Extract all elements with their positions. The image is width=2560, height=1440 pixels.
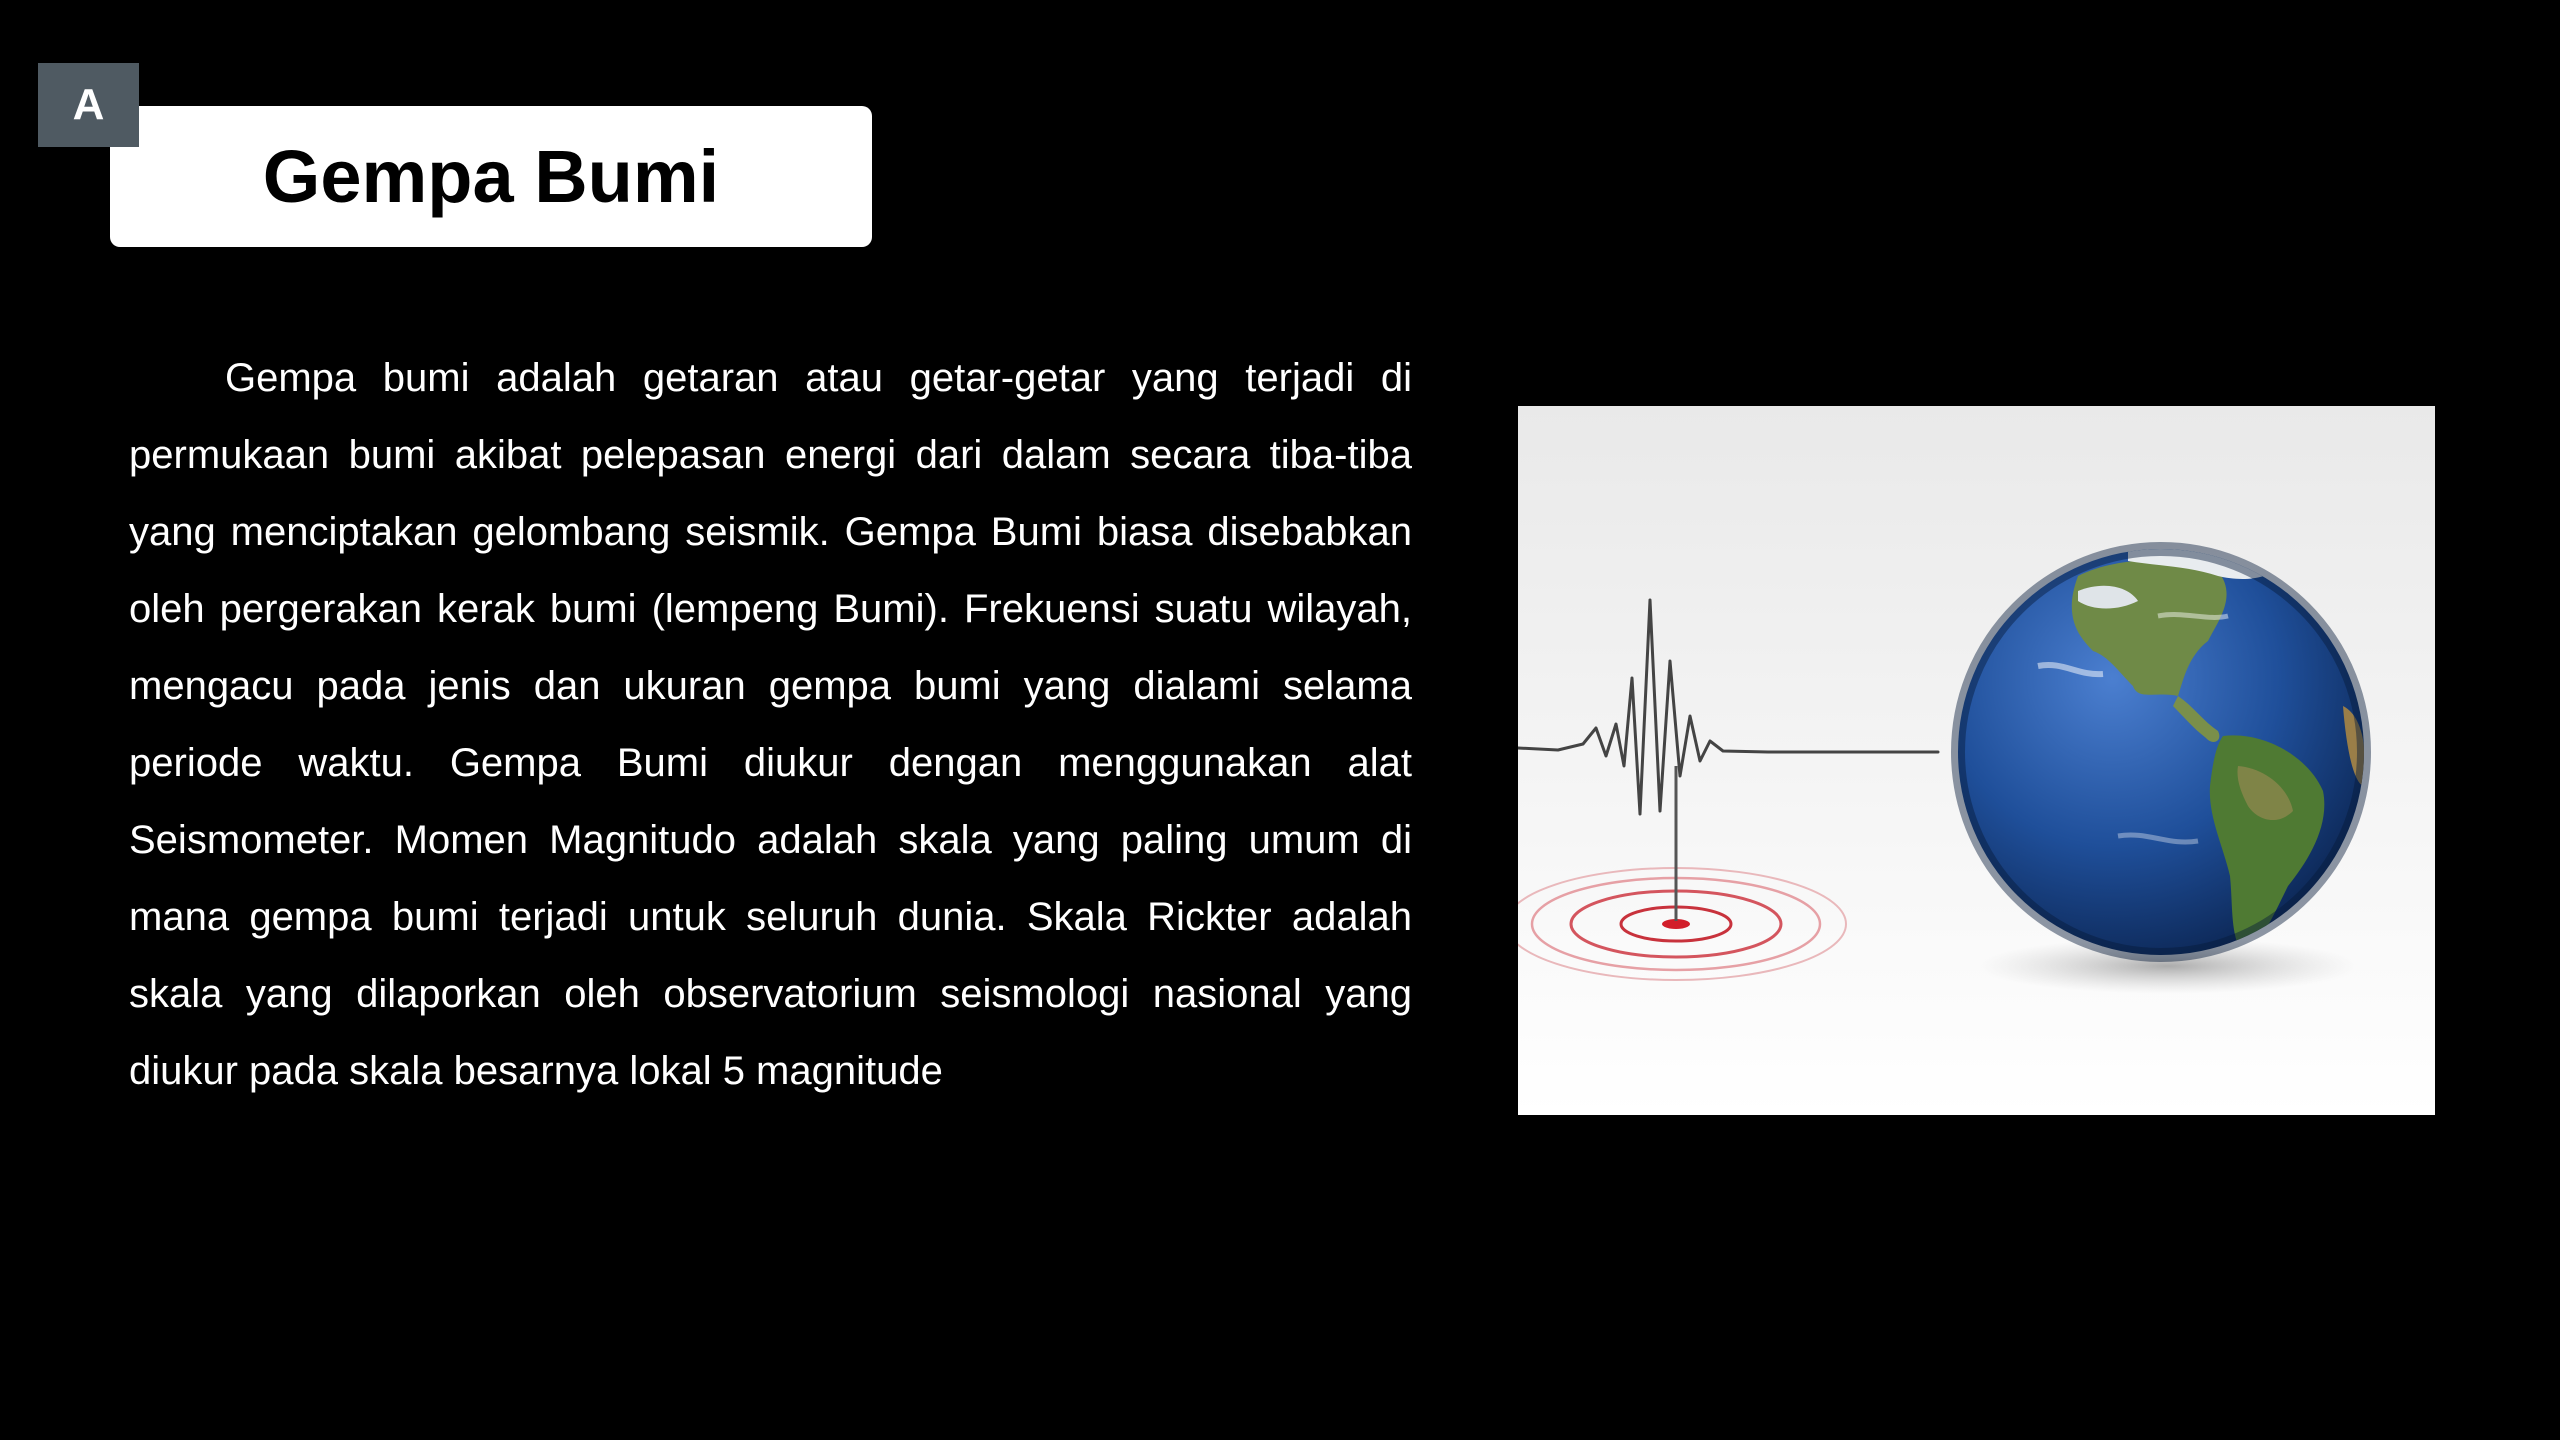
seismograph-earth-icon [1518, 406, 2435, 1115]
body-paragraph: Gempa bumi adalah getaran atau getar-getar yang terjadi di permukaan bumi akibat pelepasan energi dari dalam secara tiba-tiba yang menciptakan gelombang seismik. Gempa Bumi biasa disebabkan oleh pergerakan kerak bumi (lempeng Bumi). Frekuensi suatu wilayah, mengacu pada jenis dan ukuran gempa bumi yang dialami selama periode waktu. Gempa Bumi diukur dengan menggunakan alat Seismometer. Momen Magnitudo adalah skala yang paling umum di mana gempa bumi terjadi untuk seluruh dunia. Skala Rickter adalah skala yang dilaporkan oleh observatorium seismologi nasional yang diukur pada skala besarnya lokal 5 magnitude [129, 356, 1412, 1093]
earth-globe-icon [1958, 542, 2365, 955]
earthquake-illustration [1518, 406, 2435, 1115]
page-title: Gempa Bumi [262, 135, 720, 218]
section-badge: A [38, 63, 139, 147]
title-box [110, 106, 872, 247]
